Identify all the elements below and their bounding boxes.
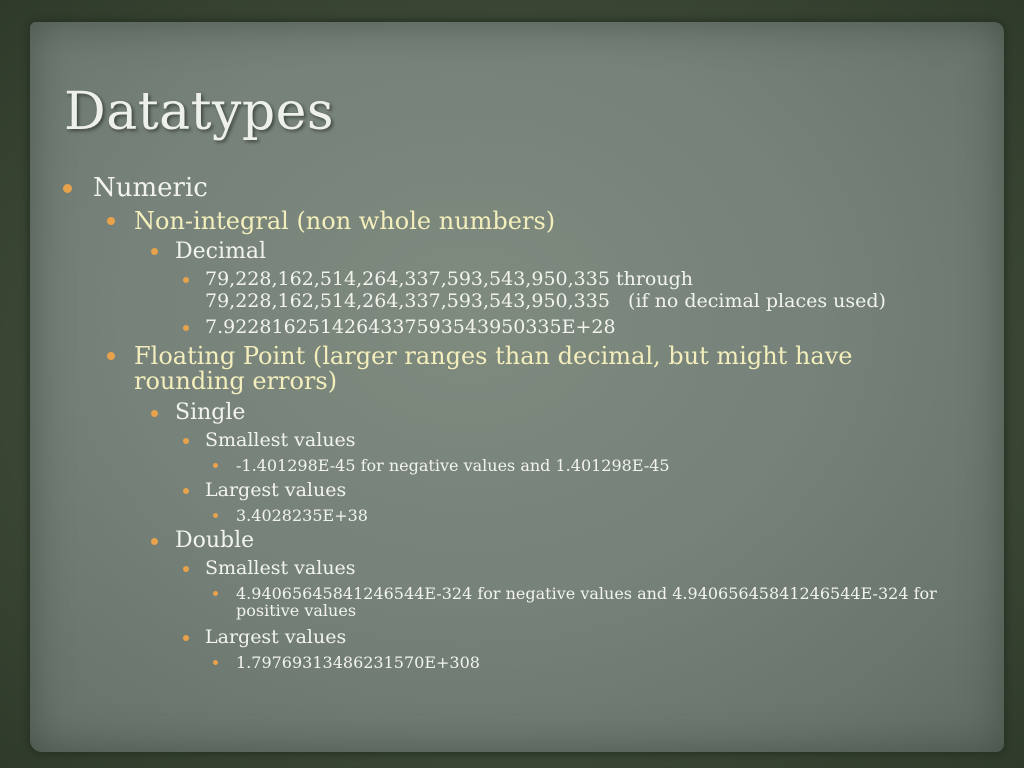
double-largest-value: 1.79769313486231570E+308 [236, 653, 480, 672]
bullet-non-integral: Non-integral (non whole numbers) [134, 207, 556, 235]
bullet-icon [183, 488, 189, 494]
bullet-double: Double [175, 528, 255, 553]
bullet-icon [213, 591, 218, 596]
decimal-range-line1: 79,228,162,514,264,337,593,543,950,335 through [205, 268, 693, 290]
bullet-icon [183, 277, 189, 283]
bullet-decimal: Decimal [175, 239, 267, 264]
single-smallest-value: -1.401298E-45 for negative values and 1.401298E-45 [236, 456, 670, 475]
single-smallest-label: Smallest values [205, 429, 356, 451]
bullet-icon [183, 635, 189, 641]
bullet-icon [63, 184, 72, 193]
bullet-single: Single [175, 400, 246, 425]
decimal-range-line2: 79,228,162,514,264,337,593,543,950,335 (if no decimal places used) [205, 290, 886, 312]
bullet-icon [151, 410, 158, 417]
decimal-max-value: 7.9228162514264337593543950335E+28 [205, 316, 616, 338]
bullet-icon [183, 325, 189, 331]
bullet-icon [151, 538, 158, 545]
bullet-icon [213, 513, 218, 518]
bullet-icon [213, 463, 218, 468]
double-largest-label: Largest values [205, 626, 347, 648]
single-largest-label: Largest values [205, 479, 347, 501]
bullet-icon [213, 660, 218, 665]
double-smallest-value: 4.94065645841246544E-324 for negative values and 4.94065645841246544E-324 for positive values [236, 584, 937, 620]
bullet-numeric: Numeric [93, 173, 208, 203]
bullet-icon [183, 438, 189, 444]
single-largest-value: 3.4028235E+38 [236, 506, 368, 525]
slide-title: Datatypes [64, 82, 335, 142]
double-smallest-label: Smallest values [205, 557, 356, 579]
bullet-floating-point: Floating Point (larger ranges than decimal, but might have rounding errors) [134, 342, 853, 396]
bullet-icon [107, 217, 115, 225]
bullet-icon [151, 248, 158, 255]
bullet-icon [107, 352, 115, 360]
bullet-icon [183, 566, 189, 572]
